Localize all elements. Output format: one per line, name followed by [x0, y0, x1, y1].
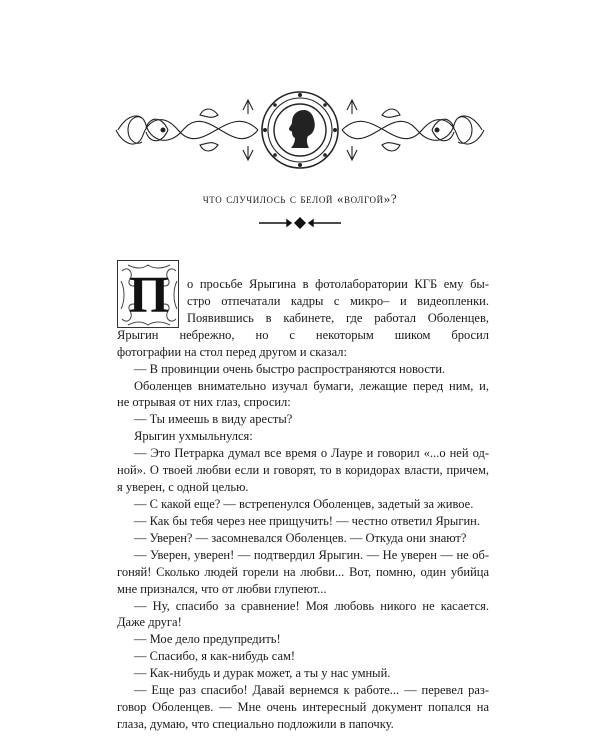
- text-line: — Ну, спасибо за сравнение! Моя любовь никого не касается.: [134, 598, 489, 613]
- text-line: — Мое дело предупредить!: [134, 632, 281, 647]
- ornamental-header-vignette: [108, 80, 492, 180]
- decorated-drop-cap: [117, 260, 179, 328]
- text-line: ной». О твоей любви если и говорят, то в коридорах власти, причем,: [117, 463, 489, 478]
- text-line: о просьбе Ярыгина в фотолаборатории КГБ ему бы-: [187, 277, 489, 291]
- text-line: Даже друга!: [117, 615, 182, 630]
- text-line: стро отпечатали кадры с микро– и видеопленки.: [187, 293, 489, 308]
- text-line: я уверен, с одной целью.: [117, 480, 249, 495]
- text-line: гоняй! Сколько людей горели на любви... Вот, помню, один убийца: [117, 564, 489, 579]
- drop-cap-letter: П: [128, 267, 170, 324]
- text-line: — В провинции очень быстро распространяются новости.: [134, 361, 446, 376]
- text-line: — С какой еще? — встрепенулся Оболенцев, задетый за живое.: [134, 497, 474, 511]
- text-line: Оболенцев внимательно изучал бумаги, лежащие перед ним, и,: [134, 378, 489, 393]
- text-line: — Уверен? — засомневался Оболенцев. — Откуда они знают?: [134, 530, 467, 545]
- text-line: — Ты имеешь в виду аресты?: [134, 412, 293, 427]
- text-line: не отрывая от них глаз, спросил:: [117, 395, 291, 410]
- text-line: Появившись в кабинете, где работал Оболенцев,: [187, 310, 489, 325]
- title-divider-ornament: [255, 215, 345, 231]
- text-line: мне признался, что от любви глупеют...: [117, 581, 327, 596]
- text-line: глаза, думаю, что специально подложили в папочку.: [117, 717, 394, 731]
- text-line: — Уверен, уверен! — подтвердил Ярыгин. — Не уверен — не об-: [134, 547, 489, 562]
- text-line: — Это Петрарка думал все время о Лауре и говорил «...о ней од-: [134, 446, 489, 461]
- text-line: — Еще раз спасибо! Давай вернемся к работе... — перевел раз-: [134, 683, 489, 698]
- text-line: Ярыгин небрежно, но с некоторым шиком бросил: [117, 327, 489, 342]
- text-line: фотографии на стол перед другом и сказал:: [117, 344, 347, 359]
- chapter-title: что случилось с белой «волгой»?: [202, 191, 398, 206]
- text-line: — Как бы тебя через нее прищучить! — честно ответил Ярыгин.: [134, 513, 480, 528]
- text-line: говор Оболенцев. — Мне очень интересный документ попался на: [117, 700, 489, 715]
- text-line: — Как-нибудь и дурак может, а ты у нас умный.: [134, 666, 391, 681]
- text-line: Ярыгин ухмыльнулся:: [134, 429, 253, 444]
- text-line: — Спасибо, я как-нибудь сам!: [134, 649, 296, 664]
